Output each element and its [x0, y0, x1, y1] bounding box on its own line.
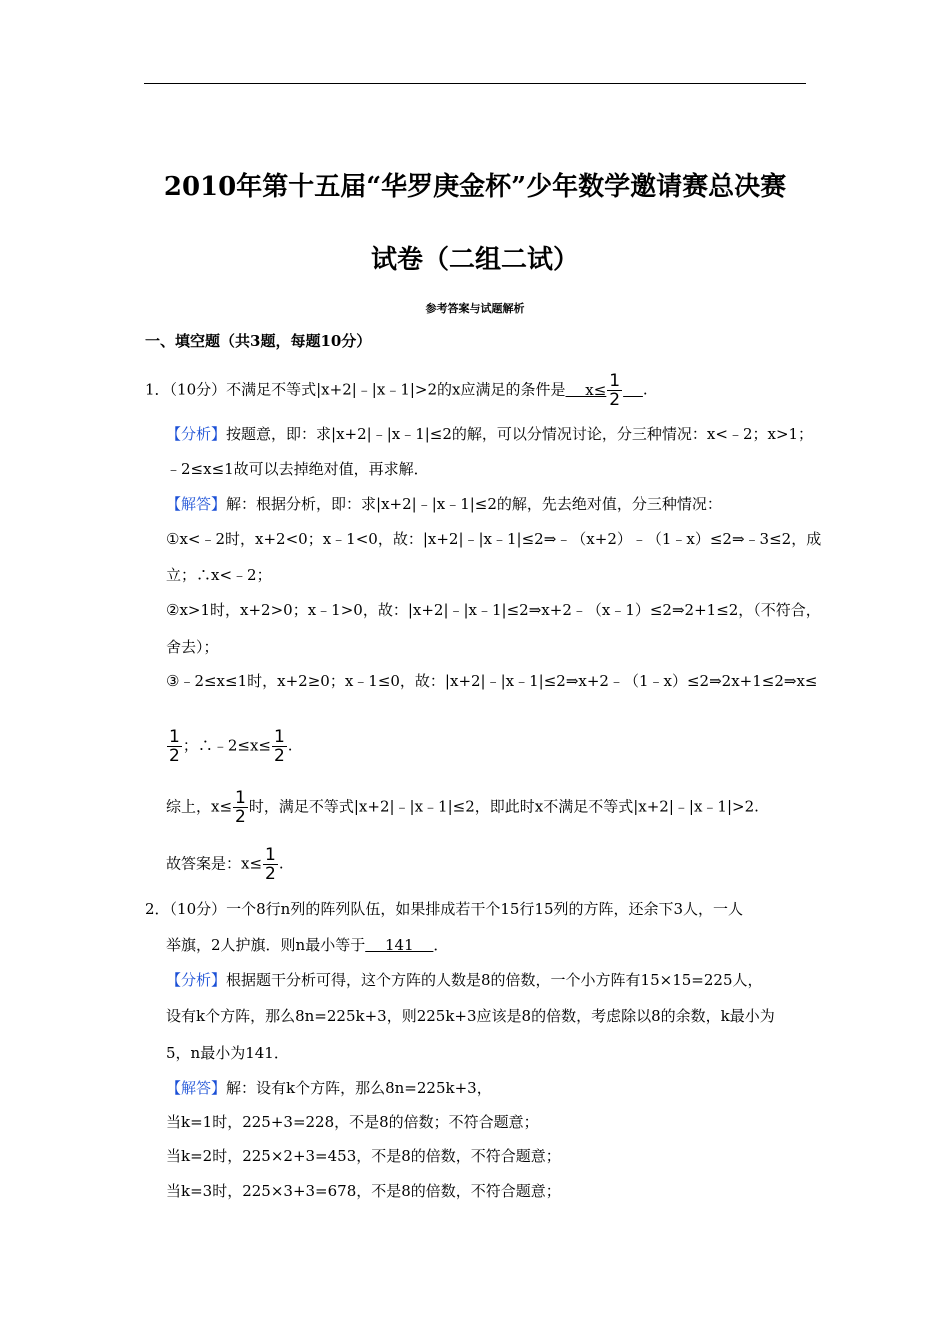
q2-analysis-line-3: 5，n最小为141． [166, 1044, 289, 1062]
fraction-numerator: 1 [265, 845, 276, 865]
q1-analysis-line-2: ﹣2≤x≤1故可以去掉绝对值，再求解． [166, 460, 429, 478]
q1-solution-line-1 [166, 494, 722, 514]
q1-case3-mid: ；∴﹣2≤x≤ [182, 736, 271, 755]
q1-summary-line [166, 789, 759, 826]
q2-stem-end: ． [433, 936, 449, 954]
q1-stem-text: 1．（10分）不满足不等式|x+2|﹣|x﹣1|>2的x应满足的条件是 [145, 380, 566, 399]
fraction-denominator: 2 [265, 864, 276, 884]
q1-case1-line-2: 立；∴x<﹣2； [166, 566, 272, 584]
q1-summary-pre: 综上，x≤ [166, 797, 233, 816]
q1-case3-line-1: ③﹣2≤x≤1时，x+2≥0；x﹣1≤0，故：|x+2|﹣|x﹣1|≤2⇒x+2﹣（1﹣x）≤2⇒2x+1≤2⇒x≤ [166, 672, 818, 690]
q1-summary-post: 时，满足不等式|x+2|﹣|x﹣1|≤2，即此时x不满足不等式|x+2|﹣|x﹣1|>2. [248, 797, 759, 816]
q2-case-k1: 当k=1时，225+3=228，不是8的倍数；不符合题意； [166, 1113, 539, 1131]
fraction-denominator: 2 [235, 807, 246, 827]
fraction [233, 789, 248, 826]
q2-analysis-text-1: 根据题干分析可得，这个方阵的人数是8的倍数，一个小方阵有15×15=225人， [226, 971, 763, 989]
fraction-numerator: 1 [273, 727, 285, 747]
q2-case-k3: 当k=3时，225×3+3=678，不是8的倍数，不符合题意； [166, 1182, 561, 1200]
q1-stem [145, 372, 648, 409]
section-heading: 一、填空题（共3题，每题10分） [145, 332, 372, 350]
fraction [263, 846, 278, 883]
q1-case2-line-1: ②x>1时，x+2>0；x﹣1>0，故：|x+2|﹣|x﹣1|≤2⇒x+2﹣（x﹣1）≤2⇒2+1≤2，（不符合， [166, 601, 821, 619]
q1-analysis-line-1 [166, 424, 813, 444]
fraction-numerator: 1 [609, 371, 621, 391]
q1-answer-pre: 故答案是：x≤ [166, 854, 263, 873]
q1-blank-lead: x≤ [565, 380, 607, 399]
q2-stem-line-2 [166, 935, 448, 955]
q1-blank-fraction [607, 372, 622, 409]
fraction [272, 728, 287, 765]
analysis-tag: 【分析】 [166, 971, 227, 989]
header-rule [144, 83, 806, 84]
solution-tag: 【解答】 [166, 1079, 227, 1097]
title-line-1: 2010年第十五届“华罗庚金杯”少年数学邀请赛总决赛 [163, 172, 787, 202]
solution-tag: 【解答】 [166, 495, 227, 513]
q1-case1-line-1: ①x<﹣2时，x+2<0；x﹣1<0，故：|x+2|﹣|x﹣1|≤2⇒﹣（x+2）﹣（1﹣x）≤2⇒﹣3≤2，成 [166, 530, 822, 548]
q1-case2-line-2: 舍去）； [166, 638, 219, 656]
q1-answer-blank [565, 371, 643, 410]
fraction-numerator: 1 [169, 727, 180, 747]
fraction [167, 728, 182, 765]
subtitle: 参考答案与试题解析 [425, 302, 525, 315]
q2-analysis-line-2: 设有k个方阵，那么8n=225k+3，则225k+3应该是8的倍数，考虑除以8的余数，k最小为 [166, 1007, 775, 1025]
q1-analysis-text-1: 按题意，即：求|x+2|﹣|x﹣1|≤2的解，可以分情况讨论，分三种情况：x<﹣2；x>1； [226, 425, 814, 443]
q2-case-k2: 当k=2时，225×2+3=453，不是8的倍数，不符合题意； [166, 1147, 561, 1165]
q1-case3-end: . [287, 736, 293, 755]
fraction-denominator: 2 [169, 746, 180, 766]
fraction-denominator: 2 [609, 390, 621, 410]
title-line-2: 试卷（二组二试） [370, 245, 579, 275]
q1-case3-line-2 [166, 728, 293, 765]
q2-stem-pre: 举旗，2人护旗．则n最小等于 [166, 936, 366, 954]
q2-solution-line-1 [166, 1078, 492, 1098]
fraction-denominator: 2 [273, 746, 285, 766]
q2-analysis-line-1 [166, 970, 763, 990]
q1-answer-end: . [278, 854, 284, 873]
q2-solution-text-1: 解：设有k个方阵，那么8n=225k+3， [226, 1079, 492, 1097]
analysis-tag: 【分析】 [166, 425, 227, 443]
fraction-numerator: 1 [235, 788, 246, 808]
q1-answer-line [166, 846, 284, 883]
q1-solution-text-1: 解：根据分析，即：求|x+2|﹣|x﹣1|≤2的解，先去绝对值，分三种情况： [226, 495, 722, 513]
q1-stem-end: . [642, 380, 648, 399]
q1-blank-tail [623, 381, 643, 399]
q2-stem-line-1: 2．（10分）一个8行n列的阵列队伍，如果排成若干个15行15列的方阵，还余下3人，一人 [145, 900, 744, 918]
q2-answer-blank: 141 [365, 936, 434, 954]
